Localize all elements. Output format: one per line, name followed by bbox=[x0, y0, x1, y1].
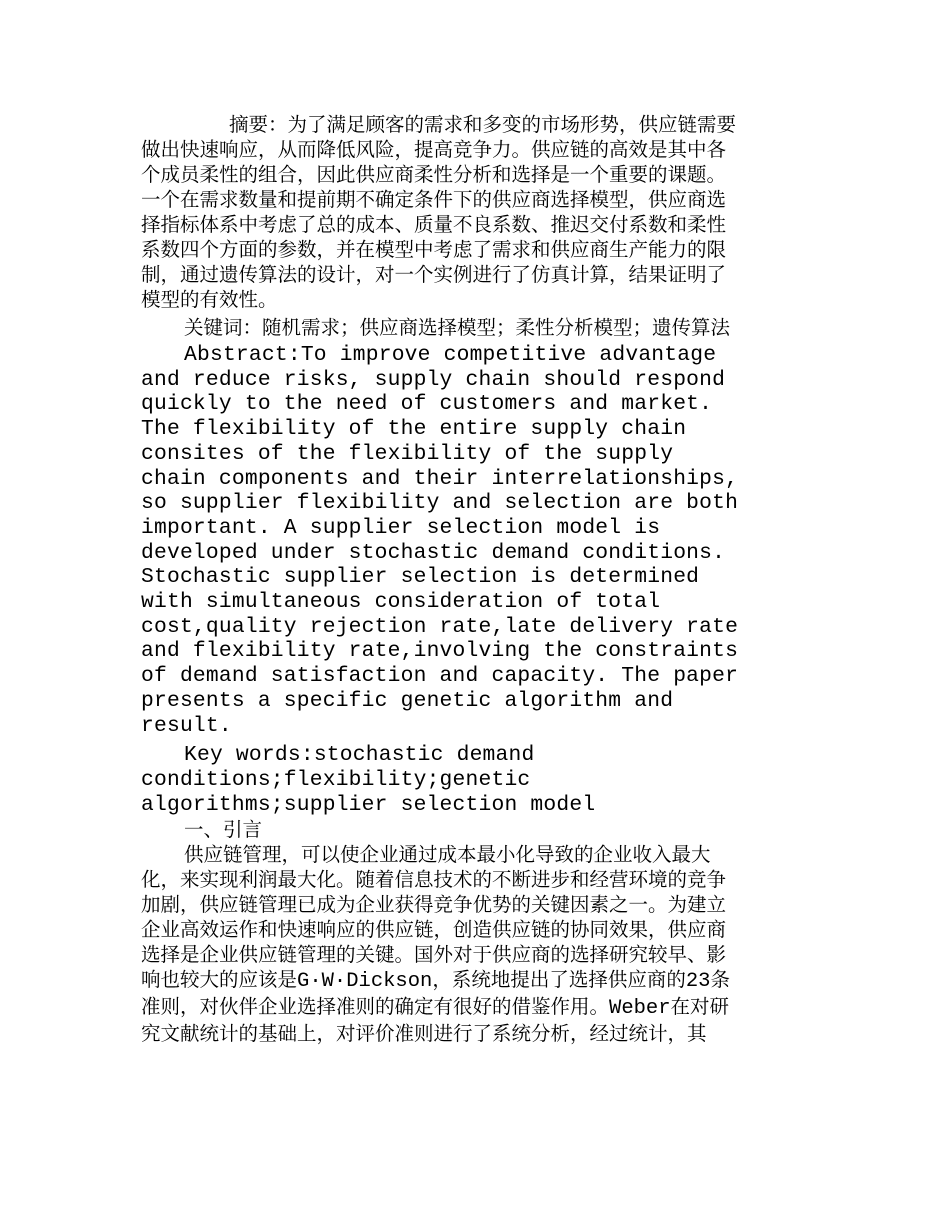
keywords-cn bbox=[141, 315, 741, 340]
criteria-count: 23 bbox=[685, 970, 711, 994]
keywords-en-label: Key words: bbox=[184, 743, 314, 768]
author-name-weber: Weber bbox=[609, 997, 671, 1021]
intro-text-b: ，系统地提出了选择供应商的 bbox=[432, 968, 686, 992]
abstract-en bbox=[141, 343, 741, 738]
document-body bbox=[141, 112, 741, 1046]
abstract-cn-text: 为了满足顾客的需求和多变的市场形势，供应链需要做出快速响应，从而降低风险，提高竞争力。供应链的高效是其中各个成员柔性的组合，因此供应商柔性分析和选择是一个重要的课题。一个在需求数量和提前期不确定条件下的供应商选择模型，供应商选择指标体系中考虑了总的成本、质量不良系数、推迟交付系数和柔性系数四个方面的参数，并在模型中考虑了需求和供应商生产能力的限制，通过遗传算法的设计，对一个实例进行了仿真计算，结果证明了模型的有效性。 bbox=[141, 113, 737, 311]
intro-paragraph bbox=[141, 842, 741, 1046]
keywords-cn-label: 关键词： bbox=[184, 316, 263, 339]
section-heading-introduction: 一、引言 bbox=[184, 818, 263, 842]
intro-text-d: 在对研究文献统计的基础上，对评价准则进行了系统分析，经过统计，其 bbox=[141, 995, 730, 1046]
abstract-en-label: Abstract: bbox=[184, 343, 301, 367]
keywords-en bbox=[141, 743, 741, 817]
intro-text-c: 条准则，对伙伴企业选择准则的确定有很好的借鉴作用。 bbox=[141, 968, 730, 1019]
intro-text-a: 供应链管理，可以使企业通过成本最小化导致的企业收入最大化，来实现利润最大化。随着信息技术的不断进步和经营环境的竞争加剧，供应链管理已成为企业获得竞争优势的关键因素之一。为建立企业高效运作和快速响应的供应链，创造供应链的协同效果，供应商选择是企业供应链管理的关键。国外对于供应商的选择研究较早、影响也较大的应该是 bbox=[141, 843, 727, 992]
abstract-cn-label: 摘要： bbox=[229, 113, 288, 136]
keywords-en-text: stochastic demand conditions;flexibility;genetic algorithms;supplier selection model bbox=[141, 743, 596, 817]
abstract-cn bbox=[141, 112, 741, 312]
keywords-cn-text: 随机需求；供应商选择模型；柔性分析模型；遗传算法 bbox=[262, 316, 731, 339]
abstract-en-text: To improve competitive advantage and reduce risks, supply chain should respond quickly to the need of customers and market. The flexibility of the entire supply chain consites of the flexibility of the supply chain components and their interrelationships, so supplier flexibility and selection are both important. A supplier selection model is developed under stochastic demand conditions. Stochastic supplier selection is determined with simultaneous consideration of total cost,quality rejection rate,late delivery rate and flexibility rate,involving the constraints of demand satisfaction and capacity. The paper presents a specific genetic algorithm and result. bbox=[141, 343, 739, 738]
author-name-dickson: G·W·Dickson bbox=[297, 970, 433, 994]
